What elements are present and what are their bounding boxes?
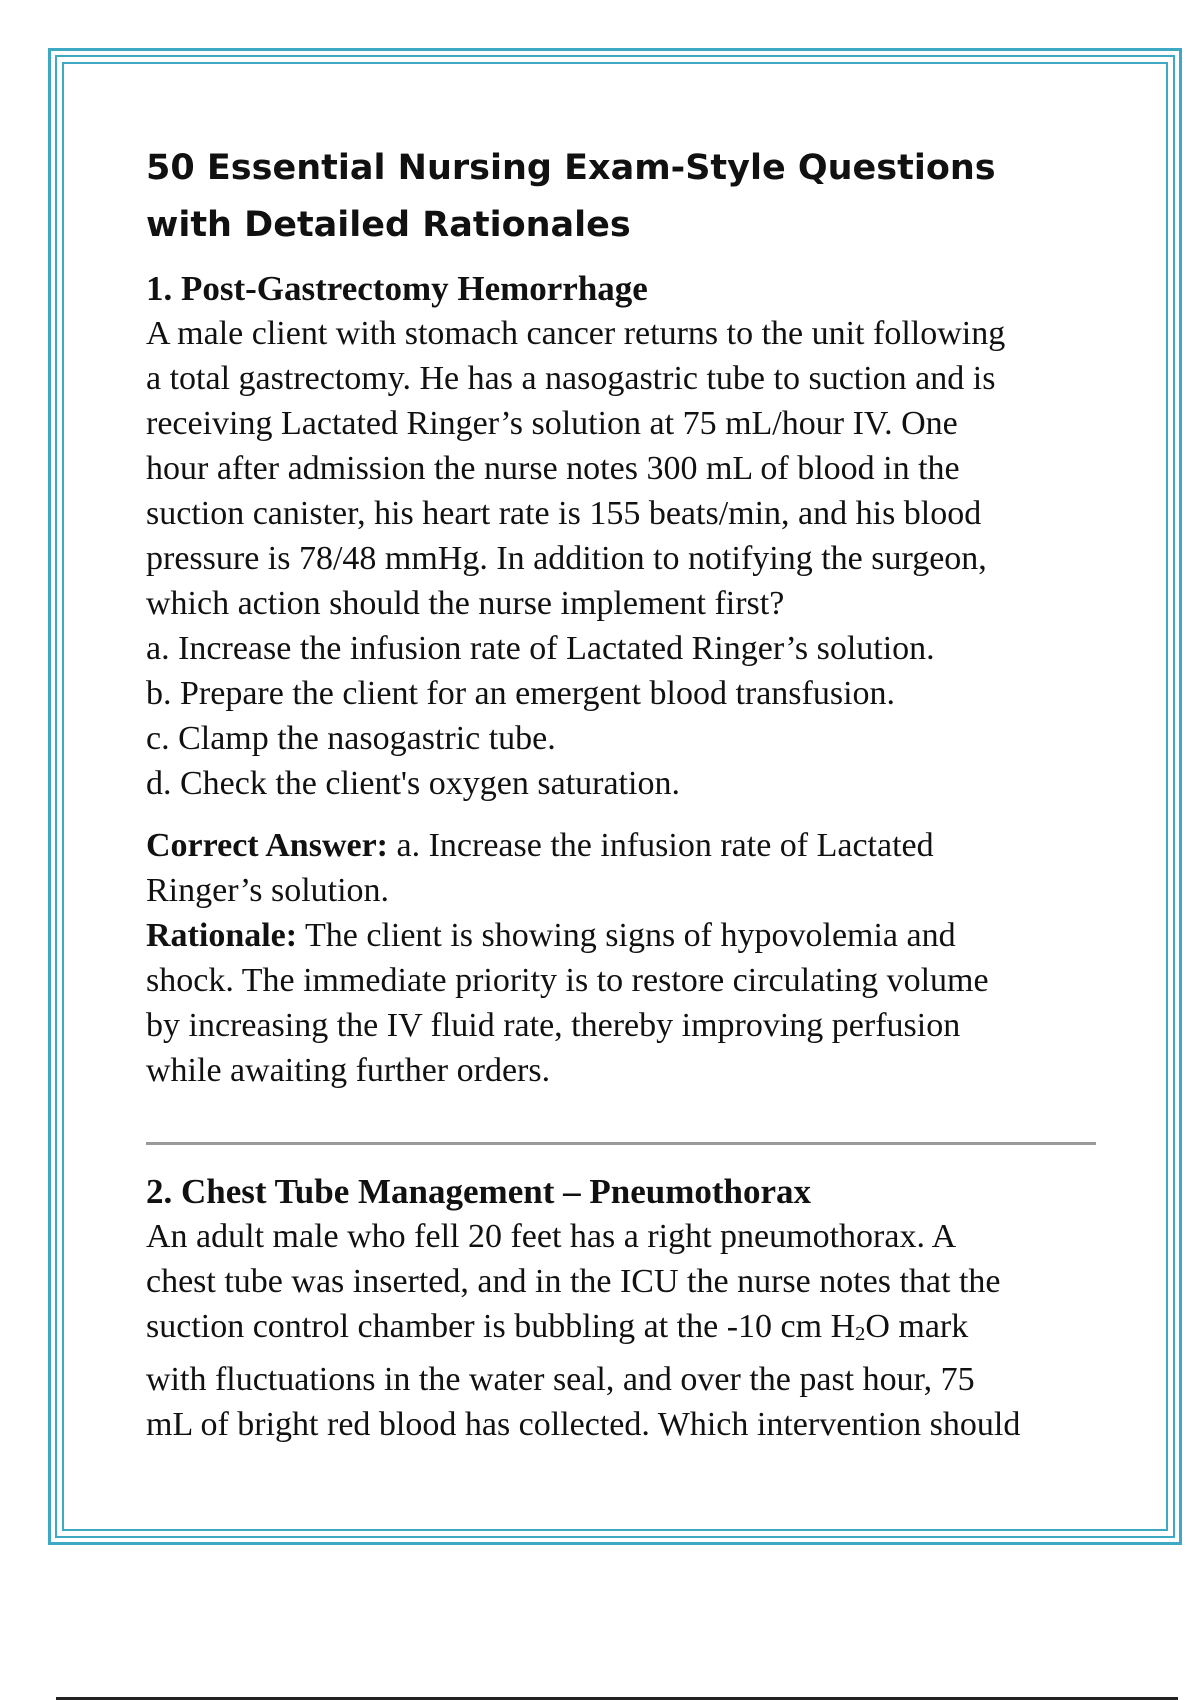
section-divider	[146, 1142, 1096, 1145]
rationale-continuation: while awaiting further orders.	[146, 1052, 551, 1089]
question-1-stem	[146, 311, 1096, 626]
question-2-heading: 2. Chest Tube Management – Pneumothorax	[146, 1172, 812, 1211]
question-2	[146, 1169, 1096, 1447]
question-1-options	[146, 626, 1096, 806]
question-1-stem-line: suction canister, his heart rate is 155 beats/min, and his blood	[146, 495, 982, 532]
question-1-stem-line: A male client with stomach cancer returns to the unit following	[146, 315, 1006, 352]
question-1-answer-block	[146, 823, 1096, 1093]
question-1-stem-line: a total gastrectomy. He has a nasogastric tube to suction and is	[146, 360, 996, 397]
option-c: c. Clamp the nasogastric tube.	[146, 720, 556, 757]
question-1-stem-line: which action should the nurse implement first?	[146, 585, 785, 622]
rationale-continuation: by increasing the IV fluid rate, thereby improving perfusion	[146, 1007, 961, 1044]
subscript-2: 2	[855, 1323, 866, 1346]
question-1	[146, 266, 1096, 1093]
option-b: b. Prepare the client for an emergent blood transfusion.	[146, 675, 896, 712]
question-1-heading: 1. Post-Gastrectomy Hemorrhage	[146, 269, 648, 308]
document-title-line-1: 50 Essential Nursing Exam-Style Questions	[146, 148, 996, 188]
question-1-stem-line: receiving Lactated Ringer’s solution at 75 mL/hour IV. One	[146, 405, 958, 442]
question-2-stem-line: mL of bright red blood has collected. Which intervention should	[146, 1406, 1021, 1444]
option-a: a. Increase the infusion rate of Lactated Ringer’s solution.	[146, 630, 935, 667]
question-2-stem-line	[146, 1304, 1096, 1357]
rationale-label: Rationale:	[146, 917, 298, 954]
correct-answer-text: a. Increase the infusion rate of Lactated	[388, 827, 934, 864]
question-1-stem-line: pressure is 78/48 mmHg. In addition to notifying the surgeon,	[146, 540, 987, 577]
rationale-continuation: shock. The immediate priority is to restore circulating volume	[146, 962, 989, 999]
question-2-stem-line: chest tube was inserted, and in the ICU the nurse notes that the	[146, 1263, 1001, 1300]
correct-answer-label: Correct Answer:	[146, 827, 389, 864]
document-title	[146, 140, 1096, 254]
correct-answer-line	[146, 823, 1096, 868]
document-title-line-2: with Detailed Rationales	[146, 205, 631, 245]
stem-text: O mark	[865, 1308, 969, 1345]
question-2-stem	[146, 1214, 1096, 1447]
rationale-text: The client is showing signs of hypovolemia and	[297, 917, 956, 954]
question-1-stem-line: hour after admission the nurse notes 300 mL of blood in the	[146, 450, 960, 487]
question-2-stem-line: An adult male who fell 20 feet has a right pneumothorax. A	[146, 1218, 957, 1255]
document-body	[146, 140, 1096, 1447]
option-d: d. Check the client's oxygen saturation.	[146, 765, 680, 802]
question-2-stem-line: with fluctuations in the water seal, and over the past hour, 75	[146, 1361, 975, 1399]
stem-text: suction control chamber is bubbling at the -10 cm H	[146, 1308, 856, 1345]
correct-answer-continuation: Ringer’s solution.	[146, 872, 390, 909]
rationale-line	[146, 913, 1096, 958]
